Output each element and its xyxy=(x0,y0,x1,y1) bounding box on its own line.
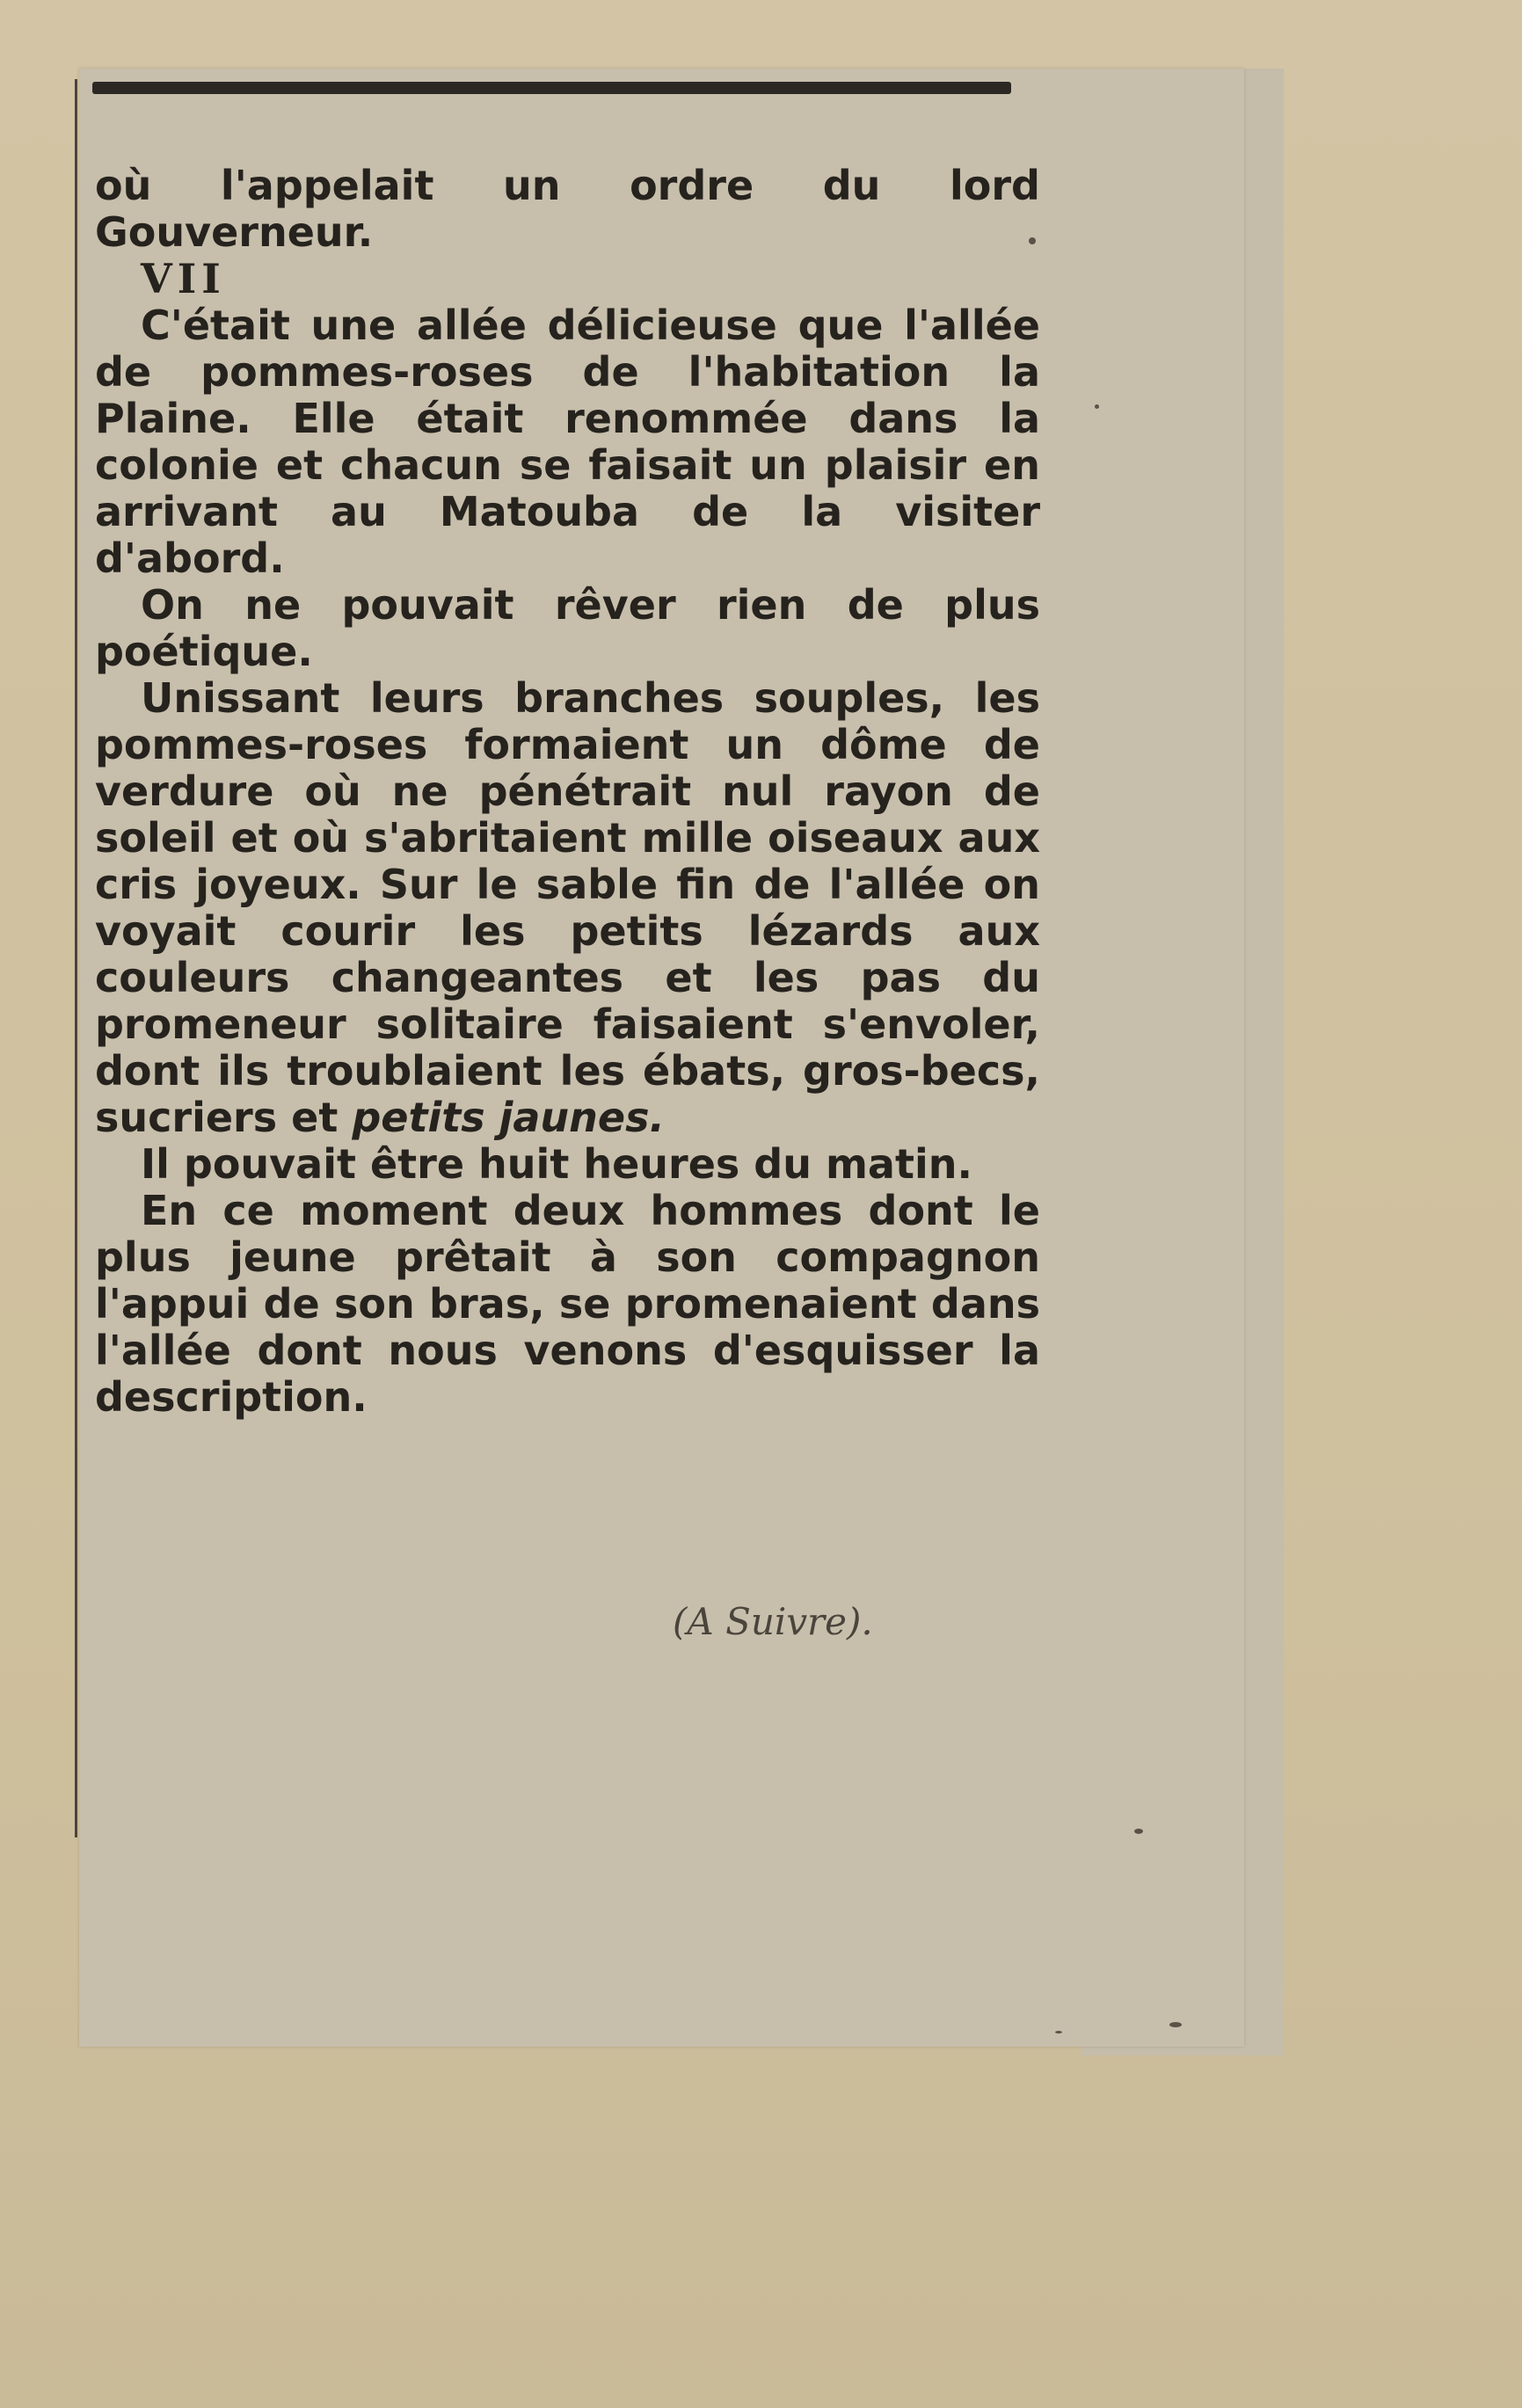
paragraph-3-text: Unissant leurs branches souples, les pommes-roses formaient un dôme de verdure où ne pénétrait nul rayon de soleil et où s'abritaient mille oiseaux aux cris joyeux. Sur le sable fin de l'allée on voyait courir les petits lézards aux couleurs changeantes et les pas du promeneur solitaire faisaient s'envoler, dont ils troublaient les ébats, gros-becs, sucriers et xyxy=(95,674,1040,1141)
paper-speck xyxy=(1134,1829,1143,1834)
paragraph-4: Il pouvait être huit heures du matin. xyxy=(141,1140,972,1188)
paper-speck xyxy=(1095,404,1099,409)
chapter-heading: VII xyxy=(141,255,226,302)
paragraph-5: En ce moment deux hommes dont le plus jeune prêtait à son compagnon l'appui de son bras, se promenaient dans l'allée dont nous venons d'esquisser la description. xyxy=(95,1187,1040,1421)
birds-italic: petits jaunes. xyxy=(352,1094,665,1141)
paper-speck xyxy=(1169,2022,1182,2027)
to-be-continued: (A Suivre). xyxy=(673,1600,873,1643)
header-rule xyxy=(92,82,1011,94)
paragraph-2: On ne pouvait rêver rien de plus poétique. xyxy=(95,581,1040,675)
paragraph-3 xyxy=(95,675,1040,1141)
paper-speck xyxy=(1029,237,1036,244)
paragraph-1: C'était une allée délicieuse que l'allée de pommes-roses de l'habitation la Plaine. Elle était renommée dans la colonie et chacun se faisait un plaisir en arrivant au Matouba de la visiter d'abord. xyxy=(95,302,1040,582)
opening-line: où l'appelait un ordre du lord Gouverneur. xyxy=(95,162,1040,256)
column-rule xyxy=(75,79,77,1837)
article-text xyxy=(95,163,1040,1421)
paper-speck xyxy=(1055,2031,1062,2033)
